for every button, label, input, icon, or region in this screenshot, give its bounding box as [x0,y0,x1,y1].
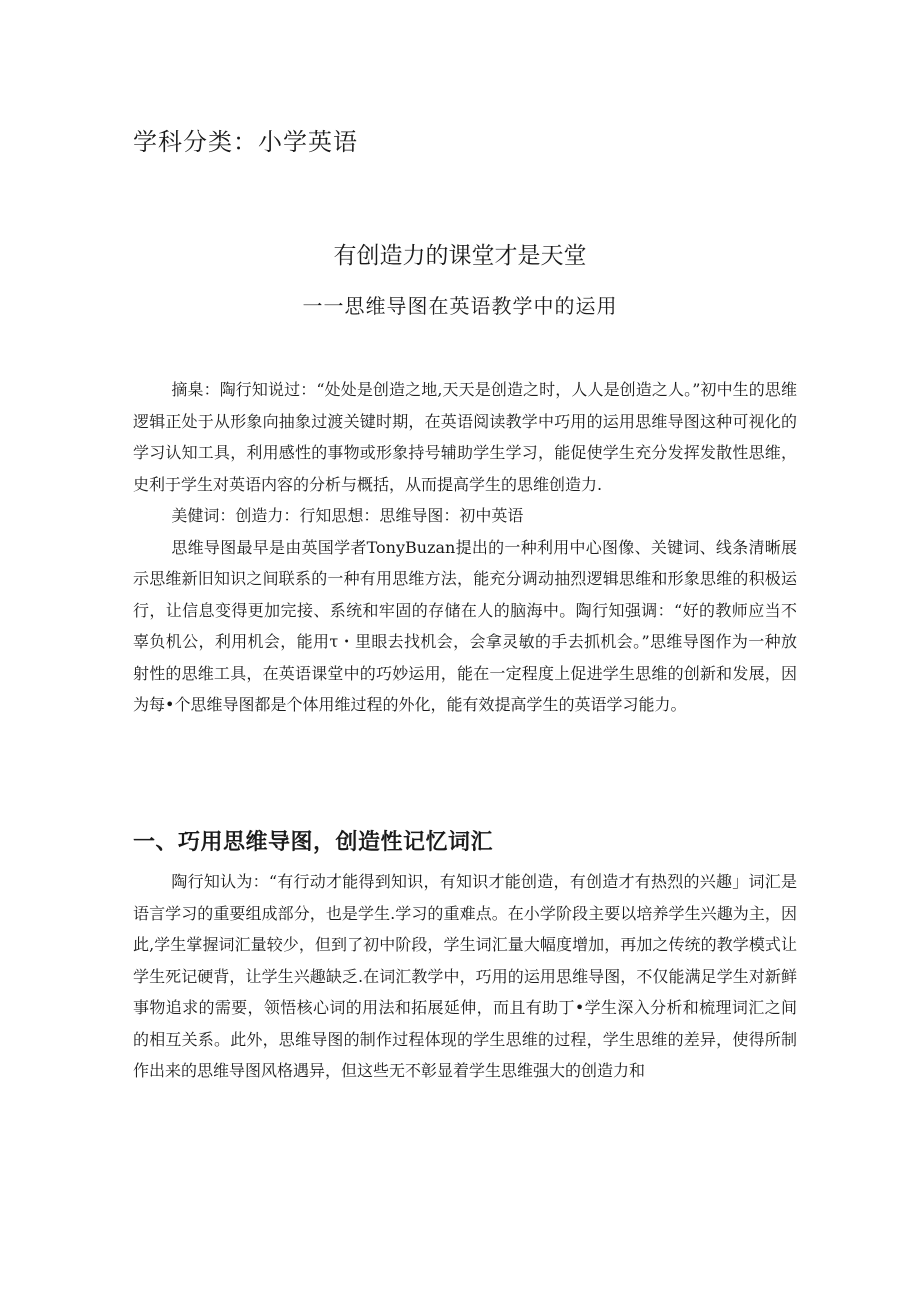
section-paragraph: 陶行知认为：“有行动才能得到知识，有知识才能创造，有创造才有热烈的兴趣」词汇是语言学习的重要组成部分，也是学生.学习的重难点。在小学阶段主要以培养学生兴趣为主，因此,学生掌握词汇量较少，但到了初中阶段，学生词汇量大幅度增加，再加之传统的教学模式让学生死记硬背，让学生兴趣缺乏.在词汇教学中，巧用的运用思维导图，不仅能满足学生对新鲜事物追求的需要，领悟核心词的用法和拓展延伸，而且有助丁•学生深入分析和梳理词汇之间的相互关系。此外，思维导图的制作过程体现的学生思维的过程，学生思维的差异，使得所制作出来的思维导图风格遇异，但这些无不彰显着学生思维强大的创造力和 [133,872,797,1080]
intro-paragraph: 思维导图最早是由英国学者TonyBuzan提出的一种利用中心图像、关键词、线条清晰展示思维新旧知识之间联系的一种有用思维方法，能充分调动抽烈逻辑思维和形象思维的积极运行，让信息变得更加完接、系统和牢固的存储在人的脑海中。陶行知强调：“好的教师应当不辜负机公，利用机会，能用τ・里眼去找机会，会拿灵敏的手去抓机会。”思维导图作为一种放射性的思维工具，在英语课堂中的巧妙运用，能在一定程度上促进学生思维的创新和发展，因为每•个思维导图都是个体用维过程的外化，能有效提高学生的英语学习能力。 [133,537,797,714]
abstract-paragraph: 摘臬：陶行知说过：“处处是创造之地,天天是创造之时，人人是创造之人。”初中生的思维逻辑正处于从形象向抽象过渡关键时期，在英语阅读教学中巧用的运用思维导图这种可视化的学习认知工具，利用感性的事物或形象持号辅助学生学习，能促使学生充分发挥发散性思维，史利于学生对英语内容的分析与概括，从而提高学生的思维创造力. [133,380,797,494]
section-heading: 一、巧用思维导图，创造性记忆词汇 [133,830,494,855]
section-body [133,866,797,1087]
abstract-block [133,374,797,721]
main-title: 有创造力的课堂才是天堂 [333,243,587,269]
subtitle: 一一思维导图在英语教学中的运用 [302,294,618,318]
keywords-paragraph: 美健词：创造力：行知思想：思维导图：初中英语 [171,506,524,525]
subject-category: 学科分类：小学英语 [133,128,358,156]
